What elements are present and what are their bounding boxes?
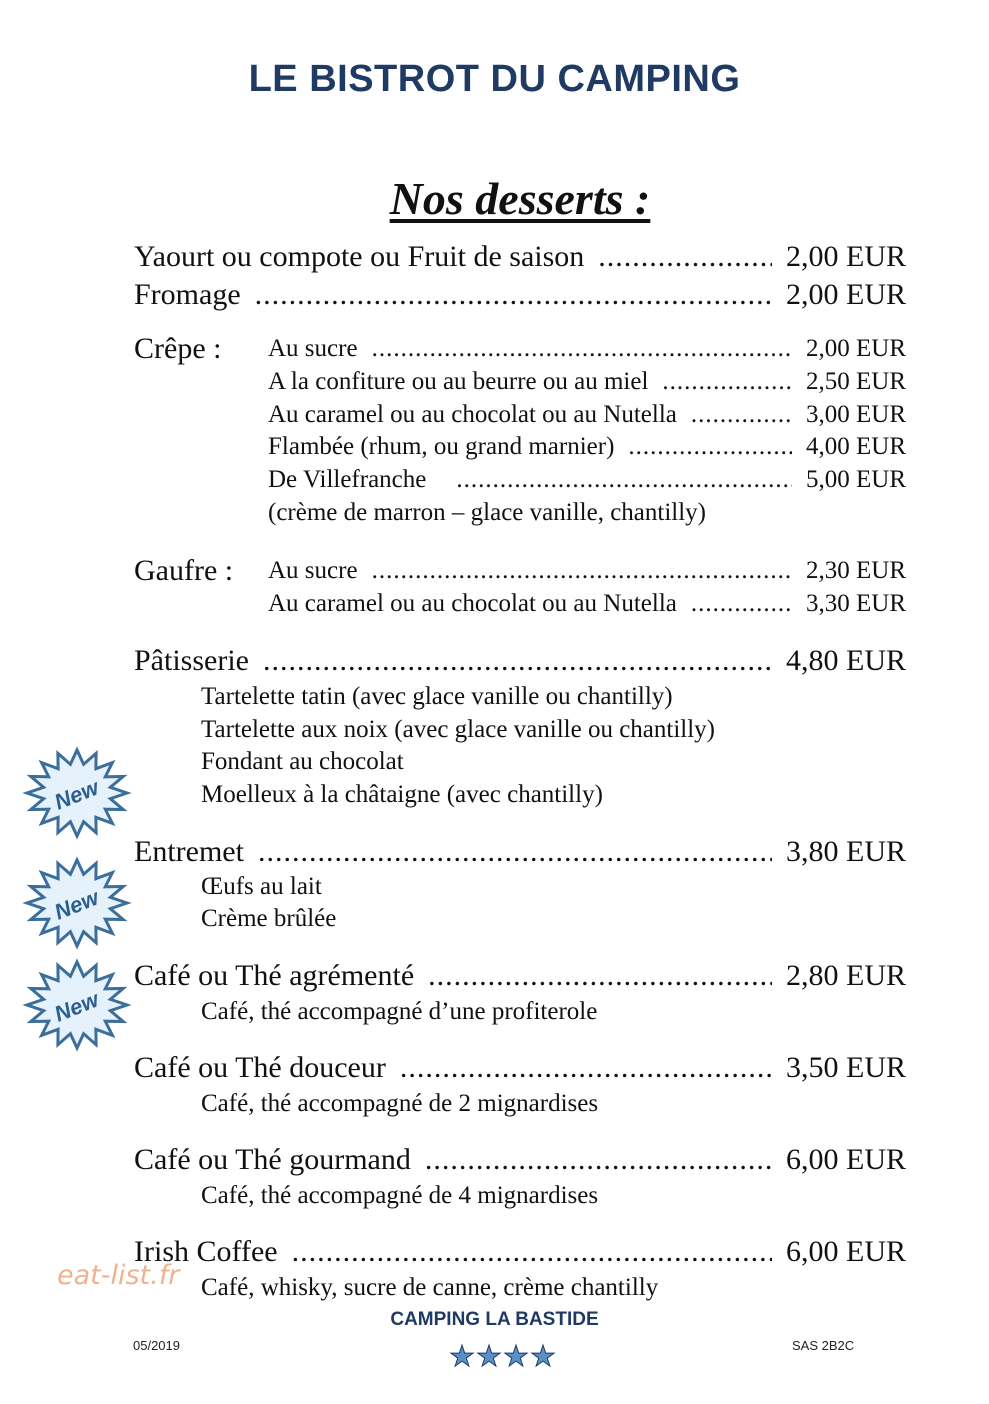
dot-leader bbox=[662, 368, 792, 396]
menu-item-gaufre-sucre bbox=[268, 557, 906, 585]
new-badge-text: New bbox=[50, 986, 103, 1027]
item-label: Au sucre bbox=[268, 557, 358, 584]
footer-date: 05/2019 bbox=[133, 1338, 180, 1353]
menu-item-crepe-sucre bbox=[268, 335, 906, 363]
item-price: 3,00 EUR bbox=[806, 401, 906, 428]
item-price: 2,00 EUR bbox=[786, 278, 906, 311]
item-label: Pâtisserie bbox=[134, 644, 249, 677]
footer-company: SAS 2B2C bbox=[792, 1338, 855, 1353]
item-label: Entremet bbox=[134, 835, 244, 868]
new-badge bbox=[21, 856, 133, 950]
item-label: Au caramel ou au chocolat ou au Nutella bbox=[268, 401, 677, 428]
item-price: 3,50 EUR bbox=[786, 1051, 906, 1084]
dot-leader bbox=[628, 433, 792, 461]
patisserie-option: Fondant au chocolat bbox=[201, 748, 404, 775]
item-description: Café, thé accompagné de 2 mignardises bbox=[201, 1090, 599, 1117]
item-label: Flambée (rhum, ou grand marnier) bbox=[268, 433, 615, 460]
new-badge-text: New bbox=[50, 774, 103, 815]
item-price: 2,80 EUR bbox=[786, 959, 906, 992]
category-crepe: Crêpe : bbox=[134, 332, 222, 365]
footer-camping-name: CAMPING LA BASTIDE bbox=[390, 1309, 599, 1330]
section-title: Nos desserts : bbox=[389, 173, 651, 224]
dot-leader bbox=[258, 835, 772, 869]
item-label: A la confiture ou au beurre ou au miel bbox=[268, 368, 649, 395]
item-label: Fromage bbox=[134, 278, 241, 311]
item-label: Café ou Thé agrémenté bbox=[134, 959, 415, 992]
patisserie-option: Moelleux à la châtaigne (avec chantilly) bbox=[201, 781, 603, 808]
dot-leader bbox=[691, 401, 792, 429]
item-price: 2,00 EUR bbox=[806, 335, 906, 362]
dot-leader bbox=[428, 959, 772, 993]
item-label: Au caramel ou au chocolat ou au Nutella bbox=[268, 590, 677, 617]
dot-leader bbox=[598, 240, 772, 274]
item-price: 6,00 EUR bbox=[786, 1143, 906, 1176]
menu-item-yaourt bbox=[134, 240, 906, 274]
menu-item-cafe-douceur bbox=[134, 1051, 906, 1085]
menu-item-gaufre-caramel bbox=[268, 590, 906, 618]
restaurant-title: LE BISTROT DU CAMPING bbox=[248, 58, 741, 100]
item-price: 3,80 EUR bbox=[786, 835, 906, 868]
menu-item-cafe-gourmand bbox=[134, 1143, 906, 1177]
patisserie-option: Tartelette tatin (avec glace vanille ou chantilly) bbox=[201, 683, 673, 710]
crepe-villefranche-note: (crème de marron – glace vanille, chantilly) bbox=[268, 499, 706, 526]
item-price: 5,00 EUR bbox=[806, 466, 906, 493]
entremet-option: Crème brûlée bbox=[201, 905, 337, 932]
menu-item-crepe-flambee bbox=[268, 433, 906, 461]
item-price: 6,00 EUR bbox=[786, 1235, 906, 1268]
dot-leader bbox=[292, 1235, 772, 1269]
dot-leader bbox=[263, 644, 772, 678]
item-description: Café, thé accompagné d’une profiterole bbox=[201, 998, 598, 1025]
menu-item-entremet bbox=[134, 835, 906, 869]
menu-item-crepe-confiture bbox=[268, 368, 906, 396]
menu-item-patisserie bbox=[134, 644, 906, 678]
dot-leader bbox=[691, 590, 792, 618]
item-description: Café, whisky, sucre de canne, crème chantilly bbox=[201, 1274, 659, 1301]
dot-leader bbox=[425, 1143, 772, 1177]
item-price: 4,80 EUR bbox=[786, 644, 906, 677]
item-price: 3,30 EUR bbox=[806, 590, 906, 617]
item-label: Café ou Thé douceur bbox=[134, 1051, 386, 1084]
dot-leader bbox=[456, 466, 792, 494]
category-gaufre: Gaufre : bbox=[134, 554, 234, 587]
item-price: 2,30 EUR bbox=[806, 557, 906, 584]
new-badge-text: New bbox=[50, 884, 103, 925]
dot-leader bbox=[400, 1051, 772, 1085]
item-label: Yaourt ou compote ou Fruit de saison bbox=[134, 240, 585, 273]
item-price: 4,00 EUR bbox=[806, 433, 906, 460]
entremet-option: Œufs au lait bbox=[201, 873, 322, 900]
menu-item-crepe-villefranche bbox=[268, 466, 906, 494]
watermark-text: eat-list.fr bbox=[57, 1260, 180, 1291]
item-label: Au sucre bbox=[268, 335, 358, 362]
dot-leader bbox=[372, 335, 792, 363]
menu-item-fromage bbox=[134, 278, 906, 312]
item-label: De Villefranche bbox=[268, 466, 427, 493]
patisserie-option: Tartelette aux noix (avec glace vanille ou chantilly) bbox=[201, 716, 715, 743]
item-label: Café ou Thé gourmand bbox=[134, 1143, 411, 1176]
menu-item-irish-coffee bbox=[134, 1235, 906, 1269]
new-badge bbox=[21, 746, 133, 840]
item-price: 2,00 EUR bbox=[786, 240, 906, 273]
dot-leader bbox=[255, 278, 772, 312]
item-label: Irish Coffee bbox=[134, 1235, 278, 1268]
dot-leader bbox=[372, 557, 792, 585]
menu-item-crepe-caramel bbox=[268, 401, 906, 429]
item-description: Café, thé accompagné de 4 mignardises bbox=[201, 1182, 599, 1209]
rating-stars: ★★★★ bbox=[449, 1341, 557, 1373]
new-badge bbox=[21, 958, 133, 1052]
menu-item-cafe-agremente bbox=[134, 959, 906, 993]
item-price: 2,50 EUR bbox=[806, 368, 906, 395]
